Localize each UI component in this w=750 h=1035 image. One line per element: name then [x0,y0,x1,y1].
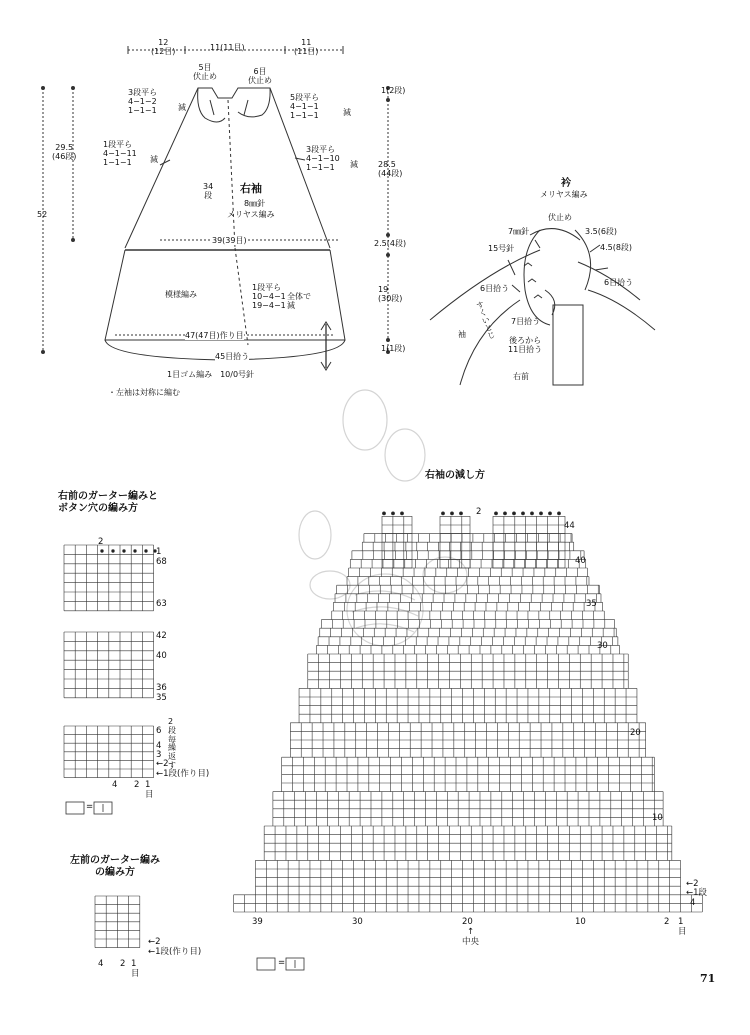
dec-top-left-tag: 減 [178,103,186,112]
mirror-note: ・左袖は対称に編む [108,388,180,397]
lg-b1: 1 [131,959,137,969]
lg-b4: 4 [98,959,104,969]
row-35: 35 [586,599,597,609]
dec-top-left: 3段平ら 4−1−2 1−1−1 [128,88,158,116]
bind-off-dot [512,512,515,515]
bind-off-dot [391,512,394,515]
collar-6b: 6目拾う [604,278,634,287]
right-garter-title: 右前のガーター編みと ボタン穴の編み方 [58,491,158,514]
left-front-garter-chart [95,896,140,948]
bind-off-dot [400,512,403,515]
width-45: 45目拾う [215,352,250,361]
row-44: 44 [564,521,575,531]
rh-2: 2.5(4段) [374,239,407,248]
col-1: 1 [678,917,684,927]
bind-off-dot [112,550,115,553]
rg-b4: 4 [112,780,118,790]
height-52: 52 [37,210,48,219]
cactus-watermark [299,390,467,646]
bind-off-dot [548,512,551,515]
row-30: 30 [597,641,608,651]
bind-off-dot [557,512,560,515]
dec-mid-right-tag: 減 [350,160,358,169]
dec-top-right: 5段平ら 4−1−1 1−1−1 [290,93,320,121]
bind-off-dot [441,512,444,515]
bind-off-right: 6目 伏止め [248,67,272,86]
right-front-garter-chart [64,545,156,778]
rm-4: 4 [690,898,696,908]
dec-mid-left-tag: 減 [150,155,158,164]
dec-lower-tag: 全体で 減 [287,292,311,311]
sleeve-chart-title: 右袖の減し方 [425,470,485,481]
rg-m1: ←1段(作り目) [156,769,210,779]
rg-m2: ←2 [156,759,169,769]
dec-lower: 1段平ら 10−4−1 19−4−1 [252,283,286,311]
collar-7mm: 7㎜針 [508,227,530,236]
col-39: 39 [252,917,263,927]
top-mark: 2 [476,507,482,517]
dec-top-right-tag: 減 [343,108,351,117]
row-40: 40 [575,556,586,566]
collar-sleeve: 袖 [458,330,466,339]
dec-mid-right: 3段平ら 4−1−10 1−1−1 [306,145,340,173]
center-mark: ↑ 中央 [462,927,480,947]
bind-off-dot [450,512,453,515]
collar-bind: 伏止め [548,213,572,222]
rg-40: 40 [156,651,167,661]
collar-subtitle: メリヤス編み [540,190,588,199]
col-unit: 目 [678,927,687,937]
lg-unit: 目 [131,969,140,979]
bind-off-dot [503,512,506,515]
page-number: 71 [700,972,716,985]
rm-2: ←2 [686,879,699,889]
collar-title: 衿 [561,178,571,189]
collar-3-5: 3.5(6段) [585,227,618,236]
sleeve-title: 右袖 [240,182,262,195]
col-10: 10 [575,917,586,927]
sleeve-decrease-chart [234,512,703,912]
rg-36: 36 [156,683,167,693]
col-20: 20 [462,917,473,927]
ribbing: 1目ゴム編み 10/0号針 [167,370,255,379]
lg-b2: 2 [120,959,126,969]
rg-b2: 2 [134,780,140,790]
dim-center: 11(11目) [210,43,245,52]
dim-left: 12 (12目) [151,38,176,57]
bind-off-dot [521,512,524,515]
dec-mid-left: 1段平ら 4−1−11 1−1−1 [103,140,137,168]
bind-off-dot [145,550,148,553]
rm-1: ←1段 [686,888,708,898]
collar-right-front: 右前 [513,372,529,381]
bind-off-dot [382,512,385,515]
rg-m4: 4 [156,741,162,751]
col-2: 2 [664,917,670,927]
lg-m2: ←2 [148,937,161,947]
bind-off-dot [494,512,497,515]
bind-off-dot [134,550,137,553]
rg-unit: 目 [145,790,154,800]
rg-m3: 3 [156,750,162,760]
legend-eq-2: = [278,958,286,968]
bind-off-dot [101,550,104,553]
sleeve-schematic [42,46,390,370]
collar-6a: 6目拾う [480,284,510,293]
needle-size: 8㎜針 [244,199,266,208]
collar-sugu: すくいとじ [474,299,497,341]
rg-top-1: 1 [156,547,162,557]
bind-off-left: 5目 伏止め [193,63,217,82]
width-39: 39(39目) [212,236,247,245]
row-20: 20 [630,728,641,738]
left-garter-title: 左前のガーター編み の編み方 [70,855,160,878]
bind-off-dot [539,512,542,515]
bind-off-dot [459,512,462,515]
rg-63: 63 [156,599,167,609]
rh-0: 1(2段) [381,86,406,95]
dim-right: 11 (11目) [294,38,319,57]
rg-6: 6 [156,726,162,736]
legend-eq-1: = [86,802,94,812]
rh-1: 28.5 (44段) [378,160,403,179]
col-30: 30 [352,917,363,927]
height-29-5: 29.5 (46段) [52,143,77,162]
lg-m1: ←1段(作り目) [148,947,202,957]
row-10: 10 [652,813,663,823]
pattern-stitch: 模様編み [165,290,197,299]
rg-42: 42 [156,631,167,641]
bind-off-dot [123,550,126,553]
rg-top-2: 2 [98,537,104,547]
collar-15: 15号針 [488,244,515,253]
collar-4-5: 4.5(8段) [600,243,633,252]
rows-34: 34 段 [203,182,214,201]
rg-68: 68 [156,557,167,567]
bind-off-dot [530,512,533,515]
rh-3: 19 (30段) [378,285,403,304]
stitch-type: メリヤス編み [227,210,275,219]
collar-7b: 7目拾う [511,317,541,326]
width-47: 47(47目)作り目 [185,331,244,340]
rg-35: 35 [156,693,167,703]
rh-4: 1(1段) [381,344,406,353]
rg-side: 2 段 毎 繰 返 す [168,717,176,770]
rg-b1: 1 [145,780,151,790]
collar-11: 後ろから 11目拾う [508,336,543,355]
